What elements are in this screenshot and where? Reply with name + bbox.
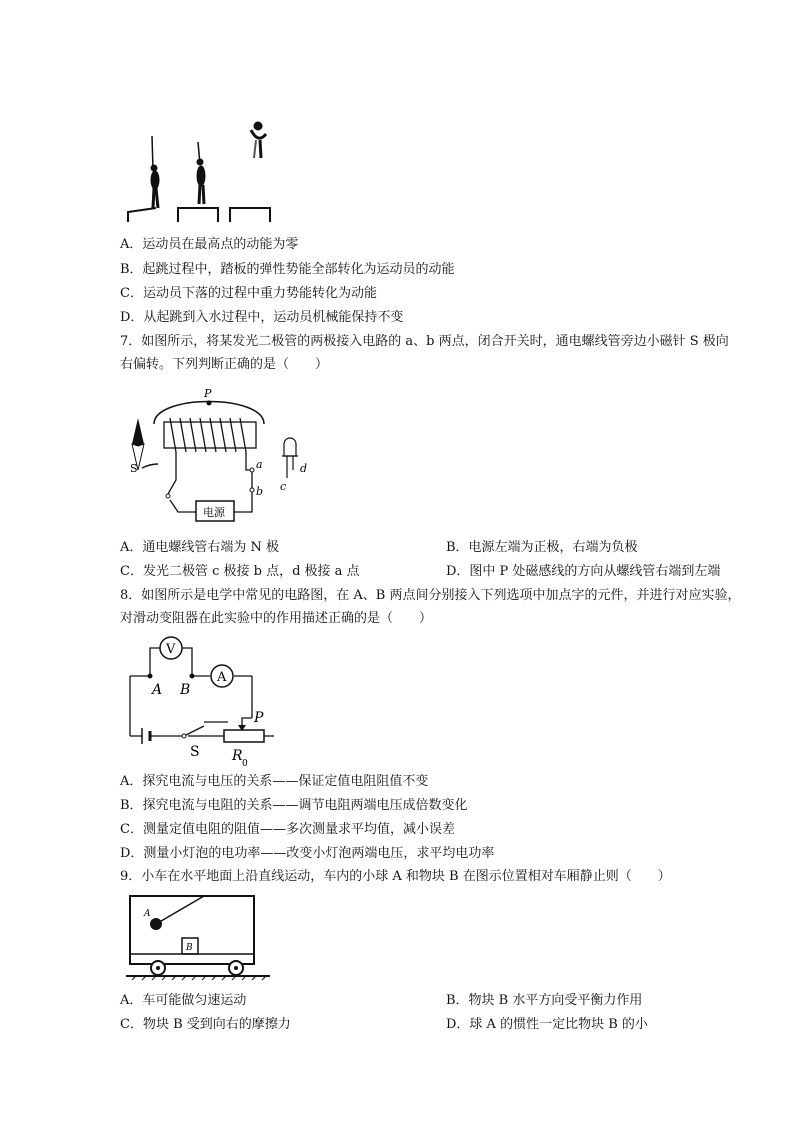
- q8-option-d: D．测量小灯泡的电功率——改变小灯泡两端电压，求平均电功率: [120, 846, 495, 861]
- switch: [166, 494, 170, 498]
- q9-option-c: C．物块 B 受到向右的摩擦力: [120, 1017, 291, 1032]
- q8-stem-line-2: 对滑动变阻器在此实验中的作用描述正确的是（ ）: [120, 611, 433, 626]
- label-R-sub: 0: [242, 759, 248, 769]
- label-d: d: [300, 462, 308, 475]
- label-B: B: [180, 682, 191, 698]
- q7-stem-line-2: 右偏转。下列判断正确的是（ ）: [120, 357, 329, 372]
- label-S: S: [190, 744, 200, 760]
- springboard: [128, 208, 270, 222]
- label-p: P: [204, 388, 212, 400]
- node-b: [190, 674, 195, 679]
- diver-figure: [120, 118, 280, 228]
- q9-stem: 9．小车在水平地面上沿直线运动，车内的小球 A 和物块 B 在图示位置相对车厢静止则（ ）: [120, 869, 671, 884]
- q6-option-a: A．运动员在最高点的动能为零: [120, 237, 299, 252]
- q8-option-a: A．探究电流与电压的关系——保证定值电阻阻值不变: [120, 774, 429, 789]
- led: [282, 438, 298, 478]
- power-label: 电源: [203, 506, 225, 519]
- battery: [142, 728, 150, 744]
- q7-option-c: C．发光二极管 c 极接 b 点，d 极接 a 点: [120, 564, 360, 579]
- label-P: P: [254, 710, 264, 726]
- q8-option-c: C．测量定值电阻的阻值——多次测量求平均值，减小误差: [120, 822, 455, 837]
- coil: [170, 418, 246, 452]
- q7-stem-line-1: 7．如图所示，将某发光二极管的两极接入电路的 a、b 两点，闭合开关时，通电螺线管旁边小磁针 S 极向: [120, 334, 729, 349]
- voltmeter-label: V: [166, 642, 176, 657]
- cart-figure: [124, 890, 274, 982]
- solenoid-figure: [124, 388, 324, 528]
- label-s: S: [130, 462, 138, 475]
- label-A: A: [152, 682, 163, 698]
- diver-3: [251, 122, 266, 158]
- q7-option-b: B．电源左端为正极，右端为负极: [446, 540, 638, 555]
- q6-option-b: B．起跳过程中，踏板的弹性势能全部转化为运动员的动能: [120, 262, 455, 277]
- label-c: c: [280, 480, 287, 493]
- label-a: a: [256, 458, 263, 471]
- q7-option-a: A．通电螺线管右端为 N 极: [120, 540, 280, 555]
- label-B: B: [186, 943, 193, 953]
- q7-option-d: D．图中 P 处磁感线的方向从螺线管右端到左端: [446, 564, 721, 579]
- q6-option-d: D．从起跳到入水过程中，运动员机械能保持不变: [120, 310, 404, 325]
- node-a: [148, 674, 153, 679]
- q8-option-b: B．探究电流与电阻的关系——调节电阻两端电压成倍数变化: [120, 798, 468, 813]
- label-A: A: [144, 909, 151, 919]
- q6-option-c: C．运动员下落的过程中重力势能转化为动能: [120, 286, 377, 301]
- label-b: b: [256, 485, 264, 498]
- diver-1: [151, 136, 159, 208]
- label-R: R: [232, 748, 243, 764]
- ball-a: [150, 918, 162, 930]
- q8-stem-line-1: 8．如图所示是电学中常见的电路图，在 A、B 两点间分别接入下列选项中加点字的元件，并进行对应实验，: [120, 588, 740, 603]
- diver-2: [197, 142, 205, 204]
- circuit-figure: [124, 632, 284, 770]
- rheostat: [224, 730, 264, 742]
- ammeter-label: A: [217, 670, 227, 685]
- q9-option-b: B．物块 B 水平方向受平衡力作用: [446, 993, 643, 1008]
- q9-option-d: D．球 A 的惯性一定比物块 B 的小: [446, 1017, 648, 1032]
- q9-option-a: A．车可能做匀速运动: [120, 993, 247, 1008]
